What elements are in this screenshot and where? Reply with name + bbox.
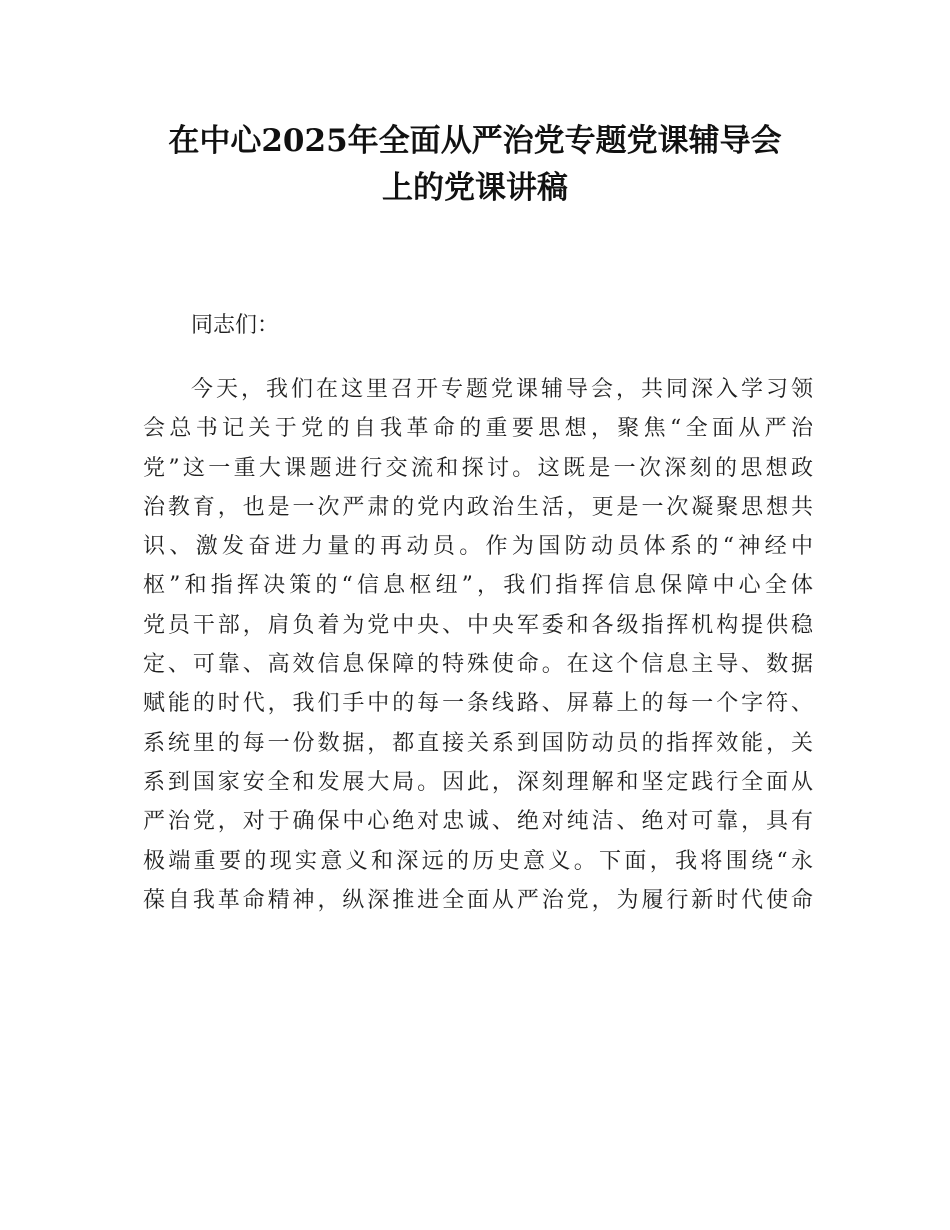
- paragraph-line: 今天，我们在这里召开专题党课辅导会，共同深入学习领: [191, 377, 813, 402]
- paragraph-line: 葆自我革命精神，纵深推进全面从严治党，为履行新时代使命: [143, 887, 813, 913]
- body-paragraph: [143, 370, 813, 920]
- paragraph-line: 赋能的时代，我们手中的每一条线路、屏幕上的每一个字符、: [143, 691, 813, 717]
- paragraph-line: 极端重要的现实意义和深远的历史意义。下面，我将围绕“永: [143, 848, 813, 874]
- paragraph-line: 党员干部，肩负着为党中央、中央军委和各级指挥机构提供稳: [143, 612, 813, 638]
- paragraph-line: 治教育，也是一次严肃的党内政治生活，更是一次凝聚思想共: [143, 494, 813, 520]
- paragraph-line: 系统里的每一份数据，都直接关系到国防动员的指挥效能，关: [143, 730, 813, 756]
- paragraph-line: 定、可靠、高效信息保障的特殊使命。在这个信息主导、数据: [143, 652, 813, 678]
- paragraph-line: 枢”和指挥决策的“信息枢纽”，我们指挥信息保障中心全体: [143, 573, 813, 599]
- title-line-1: 在中心2025年全面从严治党专题党课辅导会: [168, 123, 782, 159]
- paragraph-line: 党”这一重大课题进行交流和探讨。这既是一次深刻的思想政: [143, 455, 813, 481]
- title-line-2: 上的党课讲稿: [382, 170, 568, 206]
- paragraph-line: 识、激发奋进力量的再动员。作为国防动员体系的“神经中: [143, 534, 813, 560]
- paragraph-line: 系到国家安全和发展大局。因此，深刻理解和坚定践行全面从: [143, 769, 813, 795]
- paragraph-line: 会总书记关于党的自我革命的重要思想，聚焦“全面从严治: [143, 416, 813, 442]
- document-title: [100, 118, 850, 212]
- paragraph-line: 严治党，对于确保中心绝对忠诚、绝对纯洁、绝对可靠，具有: [143, 809, 813, 835]
- salutation: 同志们：: [191, 313, 280, 338]
